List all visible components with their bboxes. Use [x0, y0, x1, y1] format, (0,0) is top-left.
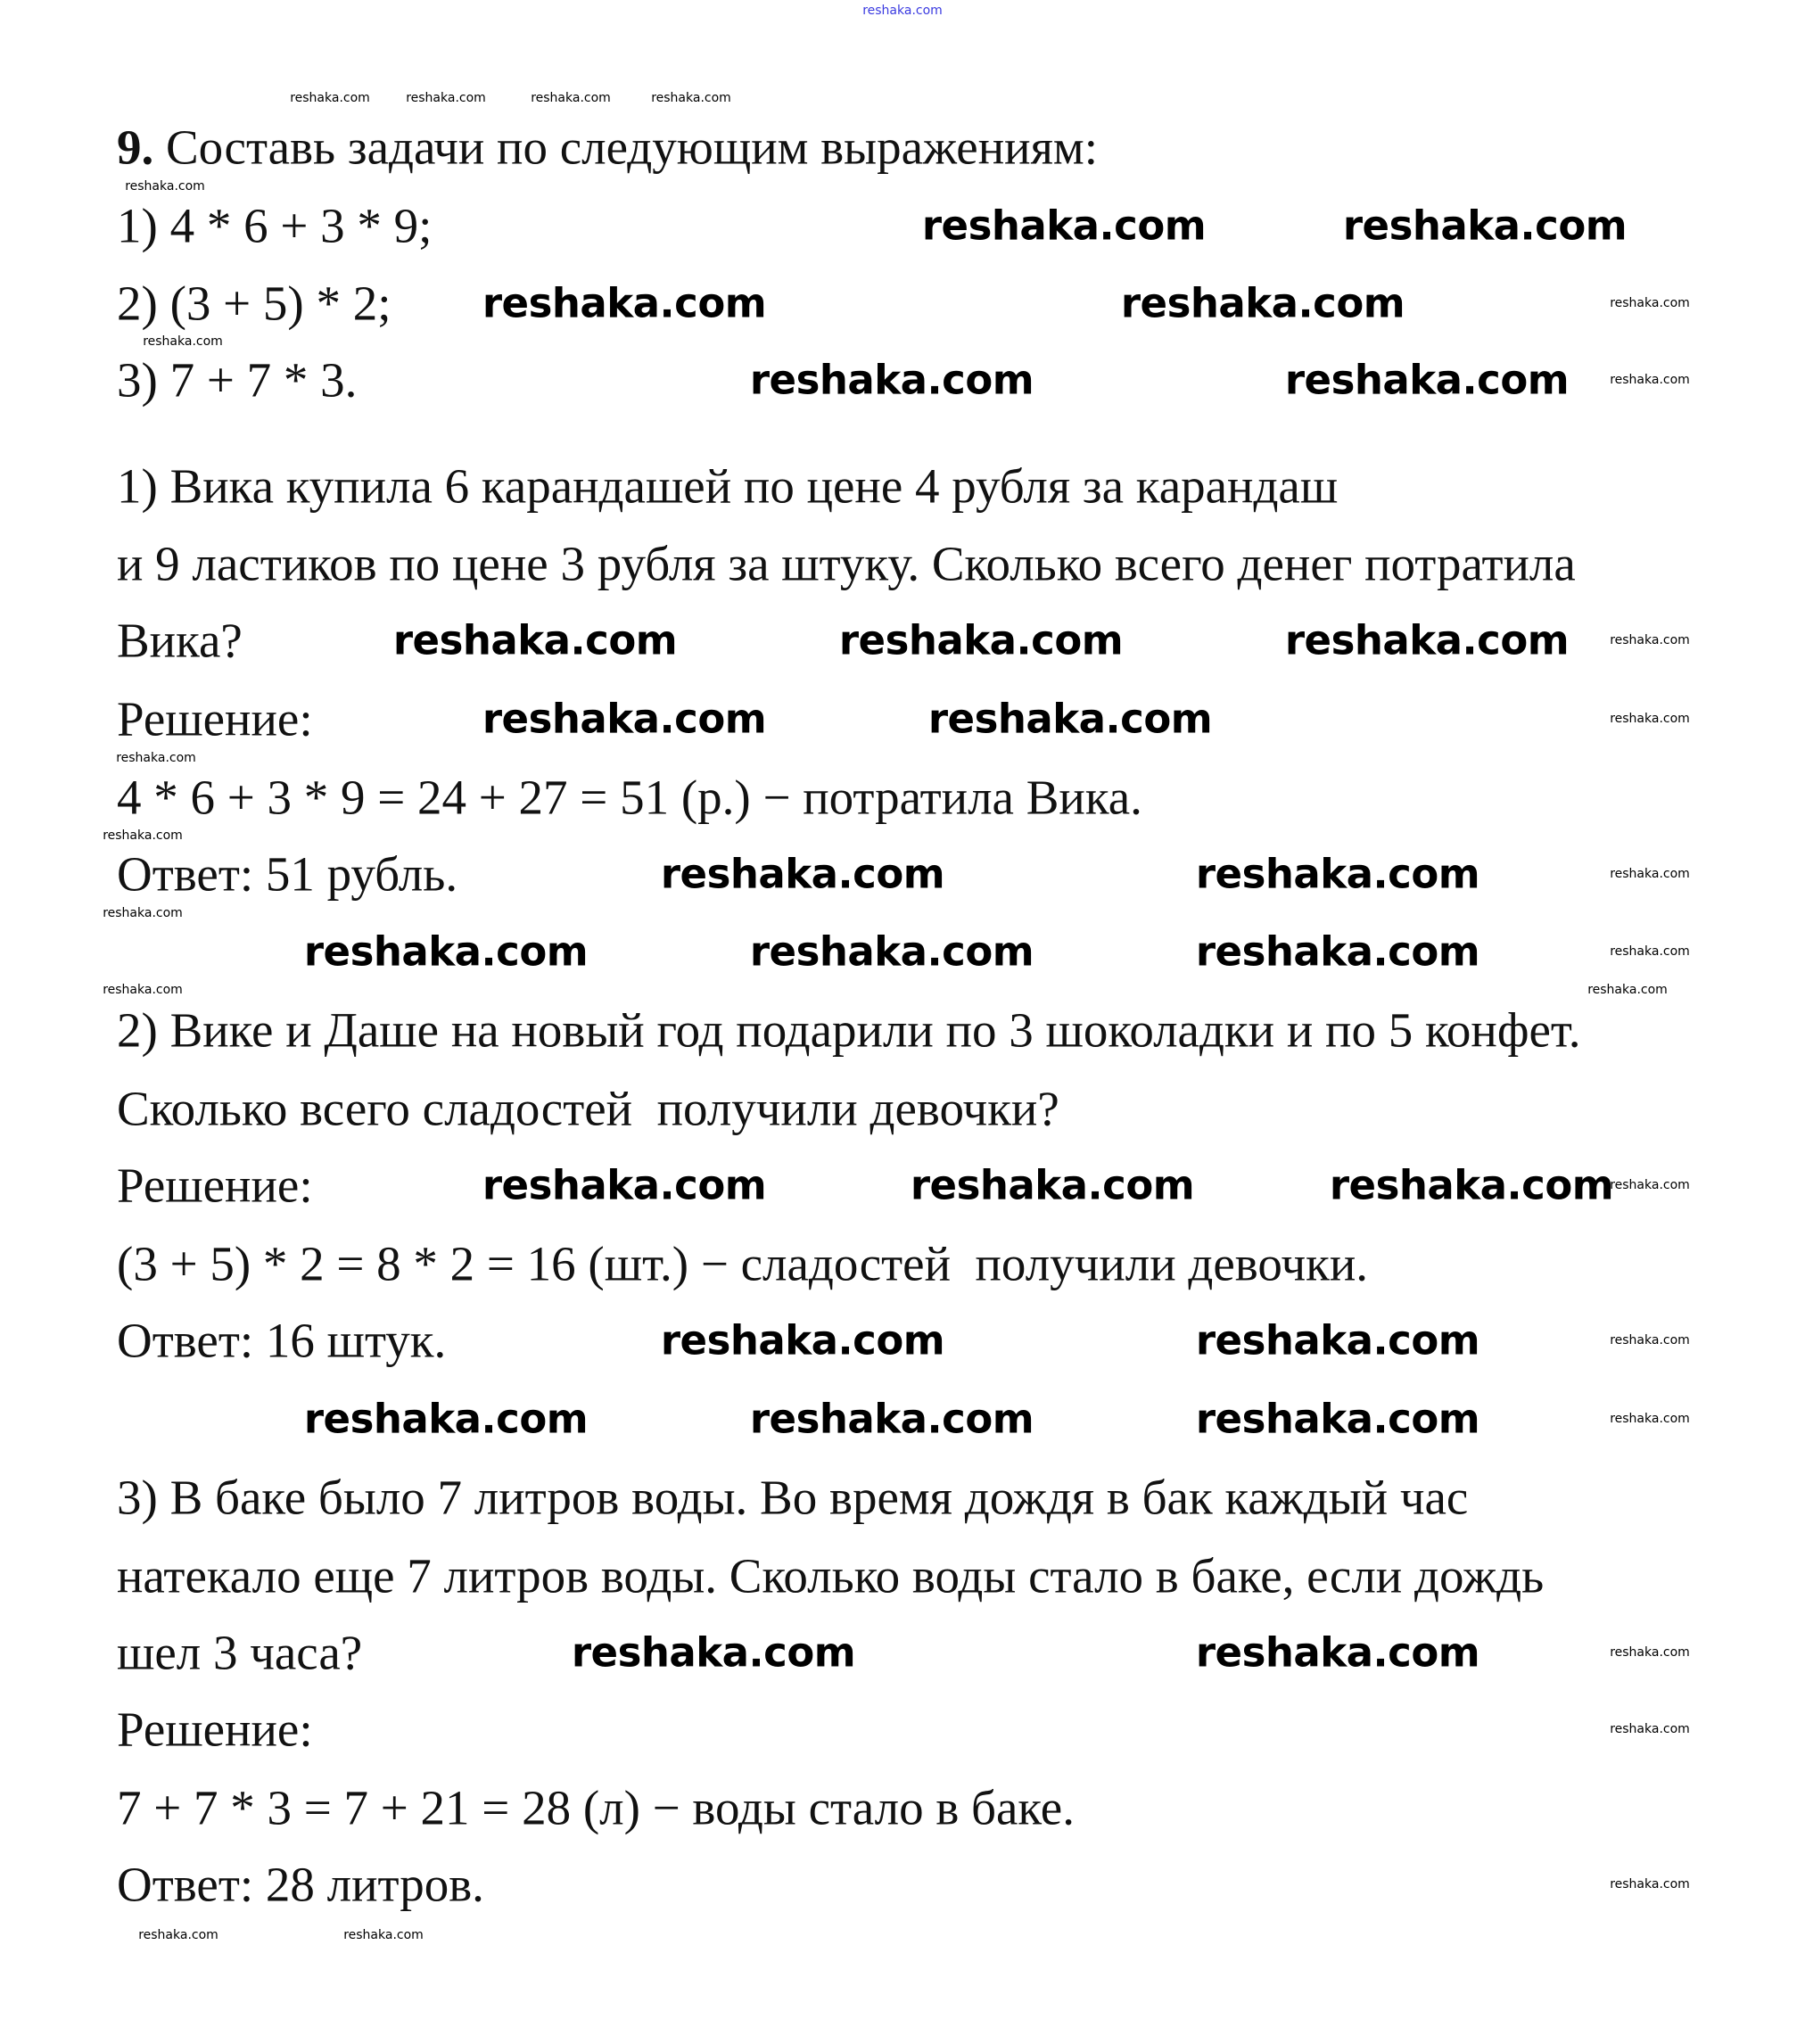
watermark-text: reshaka.com — [1329, 1161, 1614, 1209]
watermark-text: reshaka.com — [531, 91, 611, 105]
watermark-text: reshaka.com — [1610, 944, 1690, 959]
watermark-text: reshaka.com — [1610, 1412, 1690, 1426]
watermark-text: reshaka.com — [1610, 1877, 1690, 1892]
task-title-text: Составь задачи по следующим выражениям: — [153, 120, 1098, 175]
watermark-text: reshaka.com — [482, 695, 767, 743]
expression-3: 3) 7 + 7 * 3. — [117, 352, 358, 408]
watermark-text: reshaka.com — [862, 4, 943, 18]
problem-2-text: 2) Вике и Даше на новый год подарили по 3 шоколадки и по 5 конфет. — [117, 1002, 1581, 1058]
watermark-text: reshaka.com — [927, 695, 1213, 743]
watermark-text: reshaka.com — [482, 279, 767, 327]
problem-1-text: 1) Вика купила 6 карандашей по цене 4 рубля за карандаш — [117, 458, 1339, 514]
watermark-text: reshaka.com — [749, 356, 1034, 404]
task-number: 9. — [117, 120, 154, 175]
problem-3-solution: 7 + 7 * 3 = 7 + 21 = 28 (л) − воды стало в баке. — [117, 1780, 1075, 1835]
watermark-text: reshaka.com — [1610, 296, 1690, 310]
watermark-text: reshaka.com — [116, 751, 196, 765]
watermark-text: reshaka.com — [749, 1395, 1034, 1443]
watermark-text: reshaka.com — [1284, 356, 1570, 404]
problem-2-text: Сколько всего сладостей получили девочки? — [117, 1081, 1059, 1136]
problem-1-text: Вика? — [117, 613, 243, 668]
problem-3-text: натекало еще 7 литров воды. Сколько воды стало в баке, если дождь — [117, 1548, 1545, 1603]
watermark-text: reshaka.com — [838, 616, 1124, 664]
watermark-text: reshaka.com — [143, 334, 223, 349]
watermark-text: reshaka.com — [1195, 927, 1480, 976]
problem-2-solution: (3 + 5) * 2 = 8 * 2 = 16 (шт.) − сладостей получили девочки. — [117, 1236, 1369, 1291]
watermark-text: reshaka.com — [749, 927, 1034, 976]
problem-1-answer: Ответ: 51 рубль. — [117, 846, 458, 902]
watermark-text: reshaka.com — [103, 906, 183, 920]
problem-1-solution-label: Решение: — [117, 691, 313, 746]
watermark-text: reshaka.com — [482, 1161, 767, 1209]
watermark-text: reshaka.com — [1195, 1395, 1480, 1443]
watermark-text: reshaka.com — [103, 828, 183, 843]
watermark-text: reshaka.com — [1195, 850, 1480, 898]
expression-2: 2) (3 + 5) * 2; — [117, 276, 391, 331]
watermark-text: reshaka.com — [1610, 373, 1690, 387]
watermark-text: reshaka.com — [1610, 1722, 1690, 1736]
problem-3-answer: Ответ: 28 литров. — [117, 1857, 484, 1912]
watermark-text: reshaka.com — [1195, 1316, 1480, 1364]
watermark-text: reshaka.com — [138, 1928, 218, 1942]
watermark-text: reshaka.com — [571, 1628, 856, 1677]
watermark-text: reshaka.com — [1587, 983, 1668, 997]
problem-1-solution: 4 * 6 + 3 * 9 = 24 + 27 = 51 (р.) − потратила Вика. — [117, 770, 1142, 825]
watermark-text: reshaka.com — [1610, 633, 1690, 647]
watermark-text: reshaka.com — [1195, 1628, 1480, 1677]
watermark-text: reshaka.com — [103, 983, 183, 997]
problem-1-text: и 9 ластиков по цене 3 рубля за штуку. Сколько всего денег потратила — [117, 536, 1576, 591]
problem-3-text: шел 3 часа? — [117, 1625, 363, 1680]
watermark-text: reshaka.com — [290, 91, 370, 105]
watermark-text: reshaka.com — [1610, 867, 1690, 881]
watermark-text: reshaka.com — [303, 1395, 589, 1443]
watermark-text: reshaka.com — [910, 1161, 1195, 1209]
expression-1: 1) 4 * 6 + 3 * 9; — [117, 198, 433, 253]
problem-2-solution-label: Решение: — [117, 1158, 313, 1213]
watermark-text: reshaka.com — [921, 202, 1207, 250]
problem-3-solution-label: Решение: — [117, 1702, 313, 1757]
watermark-text: reshaka.com — [303, 927, 589, 976]
watermark-text: reshaka.com — [1284, 616, 1570, 664]
watermark-text: reshaka.com — [125, 179, 205, 194]
watermark-text: reshaka.com — [1610, 1645, 1690, 1660]
watermark-text: reshaka.com — [1342, 202, 1628, 250]
watermark-text: reshaka.com — [660, 1316, 945, 1364]
watermark-text: reshaka.com — [1610, 712, 1690, 726]
watermark-text: reshaka.com — [343, 1928, 424, 1942]
task-title — [117, 120, 1098, 175]
watermark-text: reshaka.com — [1610, 1178, 1690, 1192]
watermark-text: reshaka.com — [651, 91, 731, 105]
watermark-text: reshaka.com — [1120, 279, 1405, 327]
watermark-text: reshaka.com — [660, 850, 945, 898]
watermark-text: reshaka.com — [392, 616, 678, 664]
watermark-text: reshaka.com — [1610, 1333, 1690, 1348]
problem-2-answer: Ответ: 16 штук. — [117, 1313, 447, 1368]
problem-3-text: 3) В баке было 7 литров воды. Во время дождя в бак каждый час — [117, 1470, 1469, 1525]
watermark-text: reshaka.com — [406, 91, 486, 105]
